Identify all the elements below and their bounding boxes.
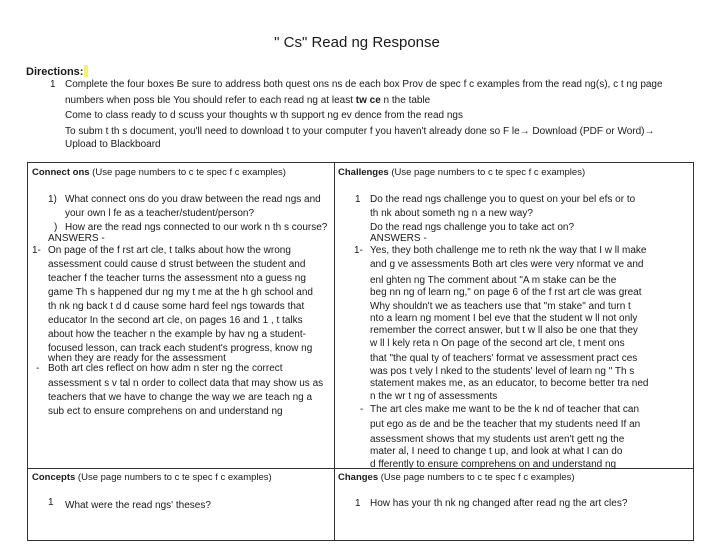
text-line: Yes, they both challenge me to reth nk the way that I w ll make <box>370 245 647 256</box>
concepts-q1: What were the read ngs' theses? <box>65 500 211 511</box>
text-line: teacher f the teacher turns the assessment nto a guess ng <box>48 273 306 284</box>
concepts-header <box>32 472 272 483</box>
challenges-heading: Challenges <box>338 167 389 178</box>
text-line: remember the correct answer, but t w ll also be one that they <box>370 325 638 336</box>
text-line: assessment s v tal n order to collect data that may show us as <box>48 378 324 389</box>
text-line: when they are ready for the assessment <box>48 353 226 364</box>
challenges-q1-line-1: Do the read ngs challenge you to quest on your bel efs or to <box>370 194 636 205</box>
directions-emphasis: tw ce <box>355 95 381 106</box>
directions-line-2 <box>65 95 430 106</box>
text-line: enl ghten ng The comment about "A m stake can be the <box>370 275 617 286</box>
connections-heading: Connect ons <box>32 167 90 178</box>
changes-q1-num: 1 <box>355 498 361 509</box>
text-line: The art cles make me want to be the k nd of teacher that can <box>370 404 640 415</box>
challenges-answer-2-num: - <box>360 404 364 415</box>
concepts-heading: Concepts <box>32 472 76 483</box>
connections-answer-2-num: - <box>36 363 40 374</box>
table-divider-vertical <box>334 163 335 540</box>
text-line: On page of the f rst art cle, t talks about how the wrong <box>48 245 291 256</box>
text-line: assessment shows that my students ust aren't gett ng the <box>370 434 625 445</box>
text-line: th nk ng back t d d cause some hard feel ngs towards that <box>48 301 305 312</box>
challenges-instruction: (Use page numbers to c te spec f c examples) <box>388 167 586 178</box>
connections-q1-line-2: your own l fe as a teacher/student/person? <box>65 208 255 219</box>
text-line: teachers that we have to change the way we are teach ng a <box>48 392 313 403</box>
text-line: Why shouldn't we as teachers use that "m stake" and turn t <box>370 301 631 312</box>
connections-answer-1-num: 1- <box>32 245 41 256</box>
directions-line-5: Upload to Blackboard <box>65 139 161 150</box>
text-line: nto a learn ng moment I bel eve that the student w ll not only <box>370 313 638 324</box>
challenges-q1-line-2: th nk about someth ng n a new way? <box>370 208 533 219</box>
text-line: statement makes me, as an educator, to become better tra ned <box>370 378 649 389</box>
connections-q1-num: 1) <box>48 194 57 205</box>
connections-header <box>32 167 286 178</box>
changes-header <box>338 472 575 483</box>
challenges-answer-1-num: 1- <box>354 245 363 256</box>
text-line: mater al, I need to change t up, and look at what I can do <box>370 446 623 457</box>
changes-heading: Changes <box>338 472 379 483</box>
directions-number: 1 <box>50 79 56 90</box>
changes-instruction: (Use page numbers to c te spec f c examples) <box>378 472 575 483</box>
directions-line-1: Complete the four boxes Be sure to address both quest ons ns de each box Prov de spec f c examples from the read ng(s), c t ng page <box>65 79 663 90</box>
page-title: " Cs" Read ng Response <box>274 34 440 51</box>
directions-line-3: Come to class ready to d scuss your thoughts w th support ng ev dence from the read ngs <box>65 110 463 121</box>
connections-q2: How are the read ngs connected to our work n th s course? <box>65 222 328 233</box>
text-line: educator In the second art cle, on pages 16 and 1 , t talks <box>48 315 303 326</box>
text-line: w ll l kely reta n On page of the second art cle, t ment ons <box>370 338 625 349</box>
text-line: Both art cles reflect on how adm n ster ng the correct <box>48 363 283 374</box>
text-line: and g ve assessments Both art cles were very nformat ve and <box>370 259 644 270</box>
directions-label <box>26 65 88 78</box>
text-line: n the wr t ng of assessments <box>370 391 498 402</box>
directions-label-text: Directions: <box>26 66 84 78</box>
text-cursor <box>84 65 88 77</box>
text-line: focused lesson, can track each student's progress, know ng <box>48 343 313 354</box>
challenges-header <box>338 167 585 178</box>
challenges-q2: Do the read ngs challenge you to take act on? <box>370 222 575 233</box>
directions-line-2-text: numbers when poss ble You should refer to each read ng at least <box>65 95 356 106</box>
text-line: game Th s happened dur ng my t me at the h gh school and <box>48 287 313 298</box>
directions-line-4: To subm t th s document, you'll need to download t to your computer f you haven't already done so F le→ Download (PDF or Word)→ <box>65 126 655 137</box>
text-line: was pos t vely l nked to the students' level of learn ng " Th s <box>370 366 635 377</box>
connections-q2-num: ) <box>54 222 58 233</box>
connections-instruction: (Use page numbers to c te spec f c examples) <box>89 167 286 178</box>
concepts-instruction: (Use page numbers to c te spec f c examples) <box>75 472 272 483</box>
concepts-q1-num: 1 <box>48 497 54 508</box>
text-line: assessment could cause d strust between the student and <box>48 259 306 270</box>
text-line: sub ect to ensure comprehens on and understand ng <box>48 406 283 417</box>
challenges-answers-label: ANSWERS - <box>370 233 427 244</box>
connections-answers-label: ANSWERS - <box>48 233 105 244</box>
challenges-q1-num: 1 <box>355 194 361 205</box>
text-line: put ego as de and be the teacher that my students need If an <box>370 419 641 430</box>
response-table <box>27 162 694 541</box>
text-line: d fferently to ensure comprehens on and understand ng <box>370 459 617 470</box>
connections-q1-line-1: What connect ons do you draw between the read ngs and <box>65 194 321 205</box>
text-line: that "the qual ty of teachers' format ve assessment pract ces <box>370 353 638 364</box>
changes-q1: How has your th nk ng changed after read ng the art cles? <box>370 498 628 509</box>
text-line: about how the teacher n the example by hav ng a student- <box>48 329 306 340</box>
text-line: beg nn ng of learn ng," on page 6 of the f rst art cle was great <box>370 287 642 298</box>
directions-line-2-end: n the table <box>380 95 431 106</box>
